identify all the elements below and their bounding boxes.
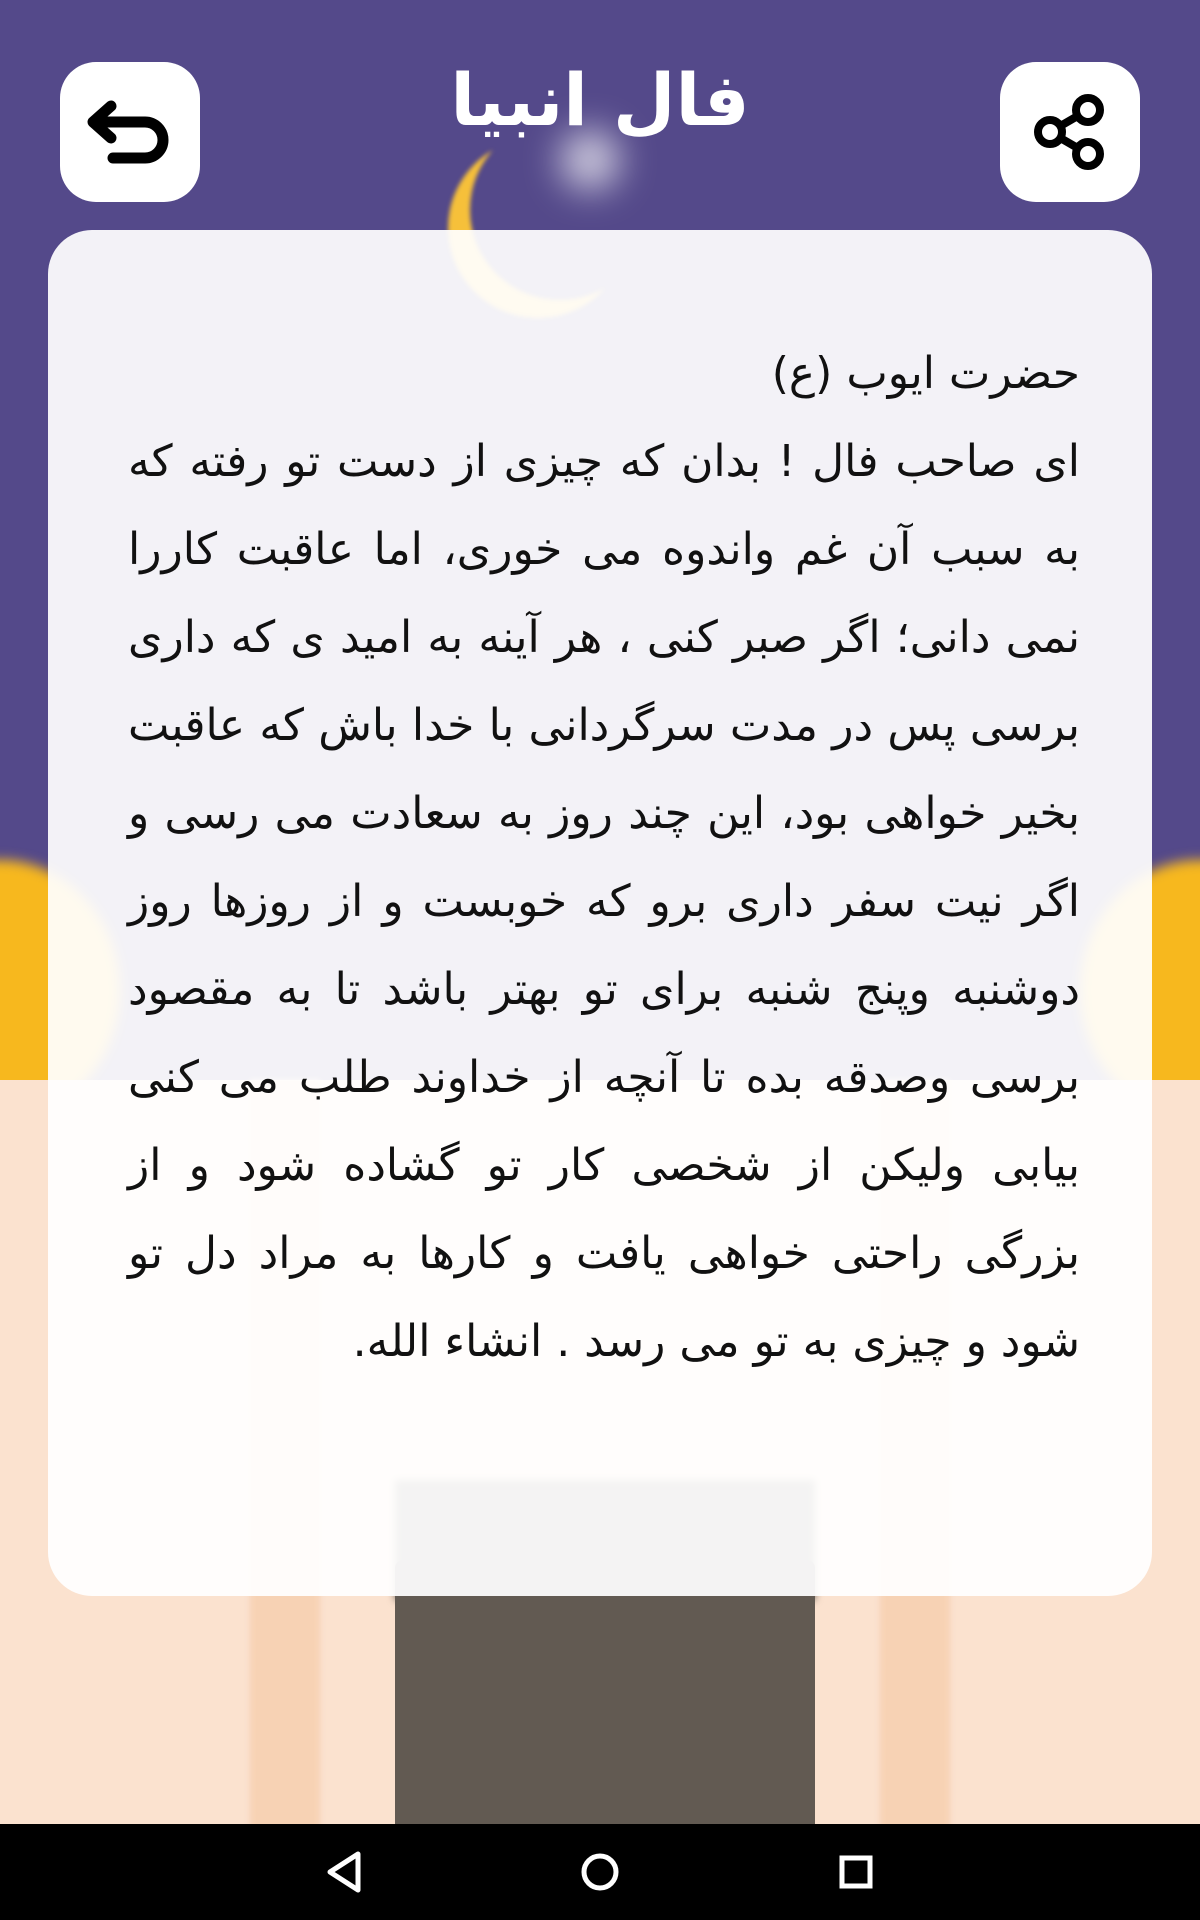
system-navigation-bar (0, 1824, 1200, 1920)
prophet-name: حضرت ایوب (ع) (771, 348, 1080, 399)
triangle-back-icon (324, 1850, 364, 1894)
background-door (395, 1560, 815, 1840)
page-title: فال انبیا (450, 58, 750, 142)
circle-home-icon (578, 1850, 622, 1894)
nav-home-button[interactable] (552, 1824, 648, 1920)
back-button[interactable] (60, 62, 200, 202)
fortune-text: ای صاحب فال ! بدان که چیزی از دست تو رفته که به سبب آن غم واندوه می خوری، اما عاقبت کاررا نمی دانی؛ اگر صبر کنی ، هر آینه به امید ی که داری برسی پس در مدت سرگردانی با خدا باش که عاقبت بخیر خواهی بود، این چند روز به سعادت می رسی و اگر نیت سفر داری برو که خوبست و از روزها روز دوشنبه وپنج شنبه برای تو بهتر باشد تا به مقصود برسی وصدقه بده تا آنچه از خداوند طلب می کنی بیابی ولیکن از شخصی کار تو گشاده شود و از بزرگی راحتی خواهی یافت و کارها به مراد دل تو شود و چیزی به تو می رسد . انشاء الله. (128, 436, 1080, 1367)
share-button[interactable] (1000, 62, 1140, 202)
fortune-card (48, 230, 1152, 1596)
nav-recents-button[interactable] (808, 1824, 904, 1920)
fortune-content (128, 330, 1080, 1386)
square-recents-icon (836, 1852, 876, 1892)
undo-arrow-icon (87, 92, 173, 172)
nav-back-button[interactable] (296, 1824, 392, 1920)
share-icon (1030, 92, 1110, 172)
